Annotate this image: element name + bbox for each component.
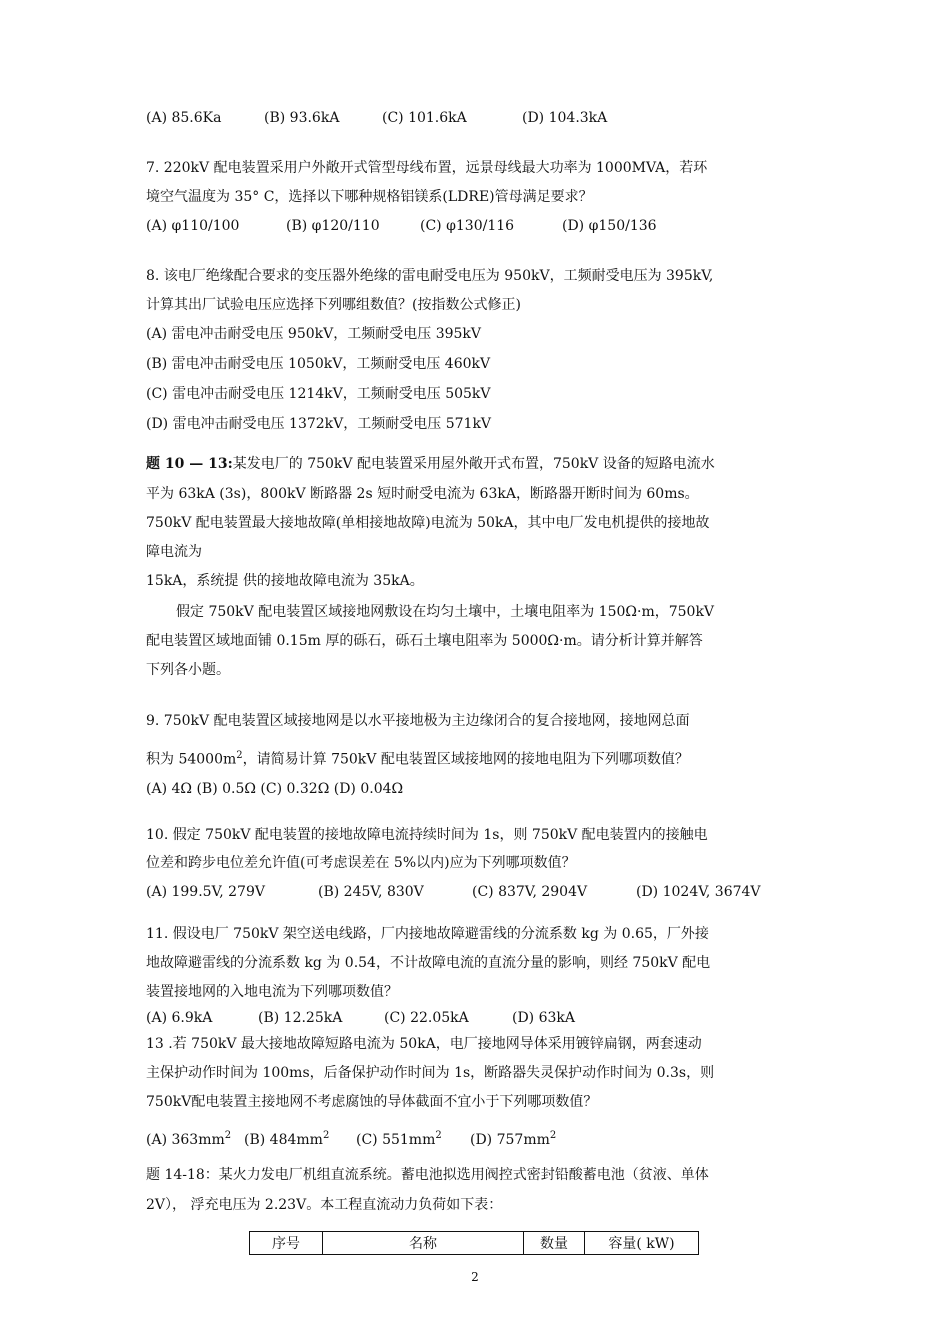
q8-line: 计算其出厂试验电压应选择下列哪组数值？(按指数公式修正): [146, 297, 521, 313]
option: (D) 1024V, 3674V: [636, 884, 761, 900]
option: (B) 245V, 830V: [318, 884, 424, 900]
dc-load-table: [249, 1231, 699, 1255]
option: (C) 837V, 2904V: [472, 884, 588, 900]
section-line: 假定 750kV 配电装置区域接地网敷设在均匀土壤中，土壤电阻率为 150Ω·m，750kV: [176, 604, 715, 620]
q13-line: 主保护动作时间为 100ms，后备保护动作时间为 1s，断路器失灵保护动作时间为 0.3s，则: [146, 1065, 715, 1081]
option-text: (A) 363mm: [146, 1131, 225, 1148]
section-14-18-line: 2V）， 浮充电压为 2.23V。本工程直流动力负荷如下表：: [146, 1197, 503, 1213]
q13-line: 13 .若 750kV 最大接地故障短路电流为 50kA，电厂接地网导体采用镀锌扁钢，两套速动: [146, 1036, 702, 1052]
option-text: (B) 484mm: [244, 1131, 323, 1148]
option: (A) 199.5V, 279V: [146, 884, 265, 900]
section-10-13-intro: [146, 454, 830, 474]
table-header-cell: 名称: [323, 1232, 524, 1255]
page-number: 2: [471, 1270, 479, 1284]
q8-option: (C) 雷电冲击耐受电压 1214kV，工频耐受电压 505kV: [146, 386, 491, 402]
q10-line: 10. 假定 750kV 配电装置的接地故障电流持续时间为 1s，则 750kV 配电装置内的接触电: [146, 827, 708, 843]
section-text: 某发电厂的 750kV 配电装置采用屋外敞开式布置，750kV 设备的短路电流水: [232, 456, 715, 472]
section-line: 15kA，系统提 供的接地故障电流为 35kA。: [146, 573, 424, 589]
option: (D) 63kA: [512, 1010, 576, 1026]
option: (C) φ130/116: [420, 218, 515, 234]
q10-options: [146, 882, 830, 902]
q9-text: ，请简易计算 750kV 配电装置区域接地网的接地电阻为下列哪项数值？: [242, 751, 689, 768]
option: (A) 85.6Ka: [146, 110, 222, 126]
q7-options: [146, 216, 830, 236]
option: (C) 101.6kA: [382, 110, 467, 126]
option: (B) 93.6kA: [264, 110, 340, 126]
table-header-cell: 数量: [524, 1232, 585, 1255]
q11-line: 11. 假设电厂 750kV 架空送电线路，厂内接地故障避雷线的分流系数 kg 为 0.65，厂外接: [146, 926, 709, 942]
q11-options: [146, 1008, 830, 1028]
section-line: 障电流为: [146, 544, 202, 560]
q9-line: [146, 746, 830, 770]
superscript: 2: [224, 1130, 232, 1141]
superscript: 2: [322, 1130, 330, 1141]
option-text: (D) 757mm: [470, 1131, 550, 1148]
q11-line: 装置接地网的入地电流为下列哪项数值？: [146, 984, 398, 1000]
q10-line: 位差和跨步电位差允许值(可考虑误差在 5%以内)应为下列哪项数值？: [146, 855, 576, 871]
table-header-cell: 序号: [250, 1232, 323, 1255]
q8-option: (B) 雷电冲击耐受电压 1050kV，工频耐受电压 460kV: [146, 356, 491, 372]
option: (A) 6.9kA: [146, 1010, 213, 1026]
superscript: 2: [549, 1130, 557, 1141]
q9-line: 9. 750kV 配电装置区域接地网是以水平接地极为主边缘闭合的复合接地网，接地网总面: [146, 713, 690, 729]
option: (B) 12.25kA: [258, 1010, 343, 1026]
superscript: 2: [236, 750, 243, 761]
q9-options: (A) 4Ω (B) 0.5Ω (C) 0.32Ω (D) 0.04Ω: [146, 781, 404, 797]
section-heading: 题 10 — 13:: [146, 456, 233, 472]
option: [244, 1126, 356, 1150]
table-header-cell: 容量( kW): [585, 1232, 699, 1255]
q8-option: (D) 雷电冲击耐受电压 1372kV，工频耐受电压 571kV: [146, 416, 492, 432]
q11-line: 地故障避雷线的分流系数 kg 为 0.54，不计故障电流的直流分量的影响，则经 750kV 配电: [146, 955, 711, 971]
section-line: 750kV 配电装置最大接地故障(单相接地故障)电流为 50kA，其中电厂发电机提供的接地故: [146, 515, 710, 531]
option: (A) φ110/100: [146, 218, 240, 234]
section-line: 配电装置区域地面铺 0.15m 厚的砾石，砾石土壤电阻率为 5000Ω·m。请分析计算并解答: [146, 633, 703, 649]
superscript: 2: [435, 1130, 442, 1141]
option: [470, 1126, 556, 1150]
section-line: 平为 63kA (3s)，800kV 断路器 2s 短时耐受电流为 63kA，断路器开断时间为 60ms。: [146, 486, 699, 502]
option: [146, 1126, 244, 1150]
q8-option: (A) 雷电冲击耐受电压 950kV，工频耐受电压 395kV: [146, 326, 482, 342]
option: [356, 1126, 470, 1150]
q8-line: 8. 该电厂绝缘配合要求的变压器外绝缘的雷电耐受电压为 950kV，工频耐受电压为 395kV,: [146, 268, 714, 284]
option: (D) φ150/136: [562, 218, 657, 234]
q13-line: 750kV配电装置主接地网不考虑腐蚀的导体截面不宜小于下列哪项数值？: [146, 1094, 598, 1110]
q9-text: 积为 54000m: [146, 751, 237, 768]
table-header-row: [250, 1232, 699, 1255]
q13-options: [146, 1126, 830, 1150]
option-text: (C) 551mm: [356, 1131, 436, 1148]
option: (D) 104.3kA: [522, 110, 608, 126]
option: (B) φ120/110: [286, 218, 380, 234]
section-14-18-line: 题 14-18：某火力发电厂机组直流系统。蓄电池拟选用阀控式密封铅酸蓄电池（贫液、单体: [146, 1167, 709, 1183]
section-line: 下列各小题。: [146, 662, 230, 678]
option: (C) 22.05kA: [384, 1010, 469, 1026]
q6-options: [146, 108, 830, 128]
q7-line: 境空气温度为 35° C，选择以下哪种规格铝镁系(LDRE)管母满足要求？: [146, 189, 593, 205]
q7-line: 7. 220kV 配电装置采用户外敞开式管型母线布置，远景母线最大功率为 1000MVA，若环: [146, 160, 708, 176]
